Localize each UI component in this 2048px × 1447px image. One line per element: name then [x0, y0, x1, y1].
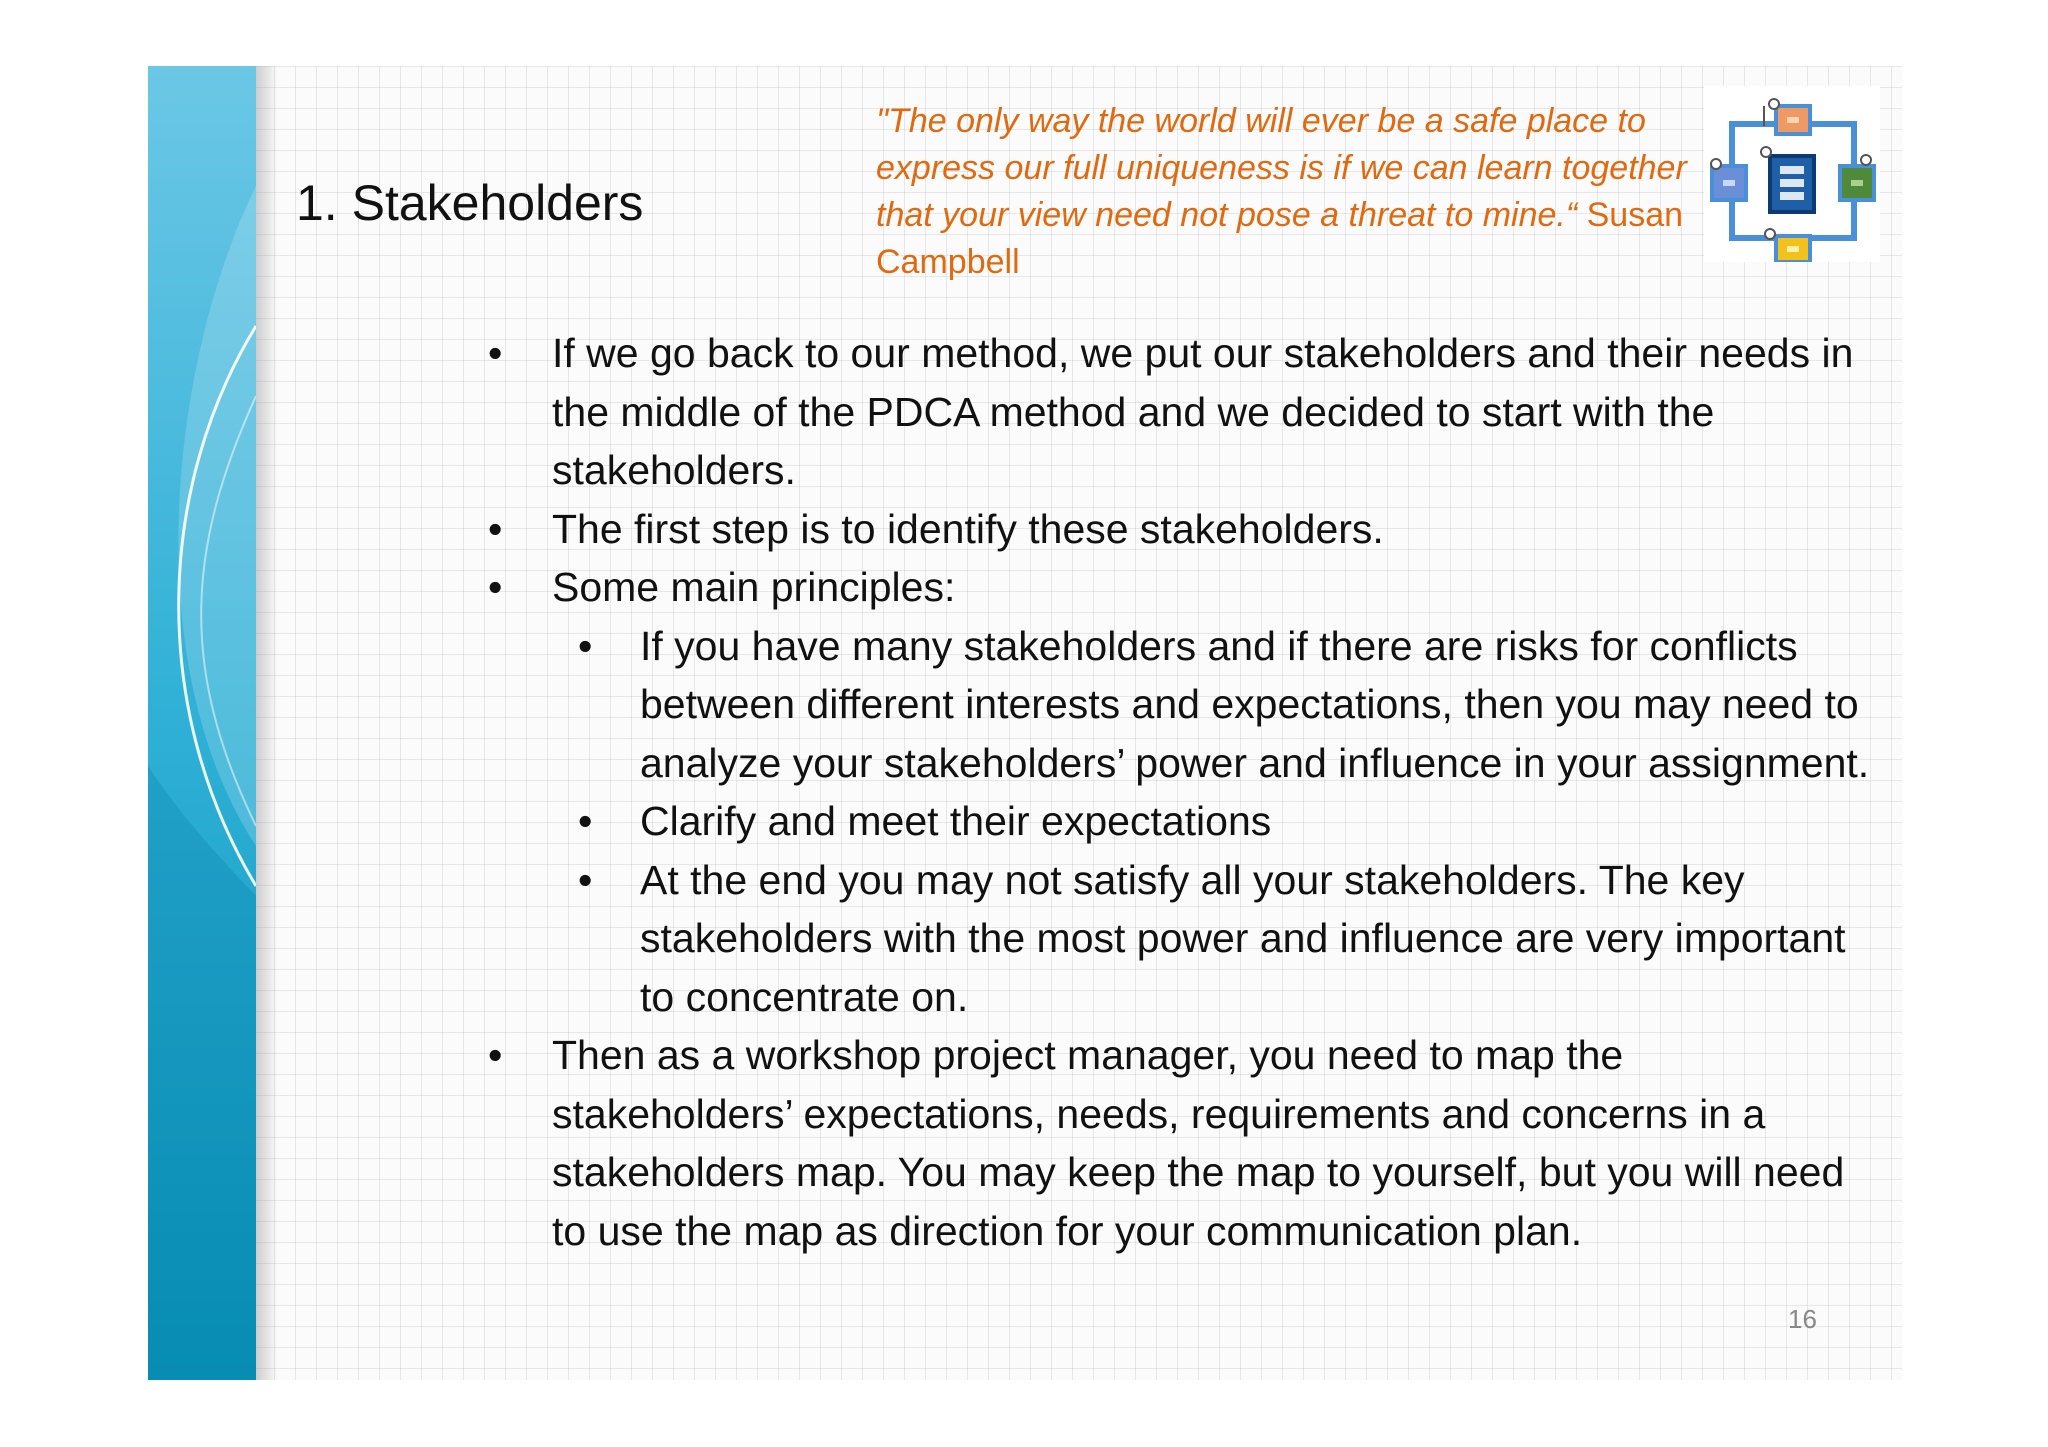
bullet-content	[332, 324, 1872, 1260]
sub-bullet-text: At the end you may not satisfy all your stakeholders. The key stakeholders with the most power and influence are very important to concentrate on.	[640, 856, 1846, 1020]
bullet-text: Then as a workshop project manager, you need to map the stakeholders’ expectations, needs, requirements and concerns in a stakeholders map. You may keep the map to yourself, but you will need to use the map as direction for your communication plan.	[552, 1032, 1845, 1254]
quote-block	[876, 98, 1726, 286]
bullet-marker: •	[578, 798, 593, 844]
bullet-item	[332, 558, 1872, 1026]
sub-bullet-text: Clarify and meet their expectations	[640, 798, 1272, 844]
bullet-item	[332, 500, 1872, 559]
bullet-marker: •	[488, 1032, 503, 1078]
sub-bullet-item	[552, 851, 1872, 1027]
sub-bullet-text: If you have many stakeholders and if there are risks for conflicts between different interests and expectations, then you may need to analyze your stakeholders’ power and influence in your assignment.	[640, 622, 1870, 786]
quote-text: "The only way the world will ever be a safe place to express our full uniqueness is if we can learn together that your view need not pose a threat to mine.“	[876, 102, 1687, 234]
band-shadow	[256, 66, 278, 1380]
quote-author: Susan Campbell	[876, 196, 1684, 281]
bullet-marker: •	[488, 330, 503, 376]
bullet-marker: •	[488, 505, 503, 552]
bullet-text: The first step is to identify these stakeholders.	[552, 505, 1384, 552]
wave-decoration-icon	[148, 66, 256, 1380]
page-number: 16	[1788, 1304, 1817, 1334]
slide-title: 1. Stakeholders	[296, 175, 644, 231]
bullet-list	[332, 324, 1872, 1260]
slide	[148, 66, 1902, 1380]
bullet-text: Some main principles:	[552, 564, 956, 610]
bullet-item	[332, 1026, 1872, 1260]
decorative-side-band	[148, 66, 256, 1380]
bullet-marker: •	[488, 564, 503, 610]
bullet-item	[332, 324, 1872, 500]
stakeholder-network-icon	[1704, 86, 1880, 262]
bullet-marker: •	[578, 622, 593, 669]
sub-bullet-item	[552, 617, 1872, 793]
sub-bullet-item	[552, 792, 1872, 851]
bullet-text: If we go back to our method, we put our stakeholders and their needs in the middle of the PDCA method and we decided to start with the stakeholders.	[552, 330, 1854, 493]
sub-bullet-list	[552, 617, 1872, 1027]
bullet-marker: •	[578, 856, 593, 903]
